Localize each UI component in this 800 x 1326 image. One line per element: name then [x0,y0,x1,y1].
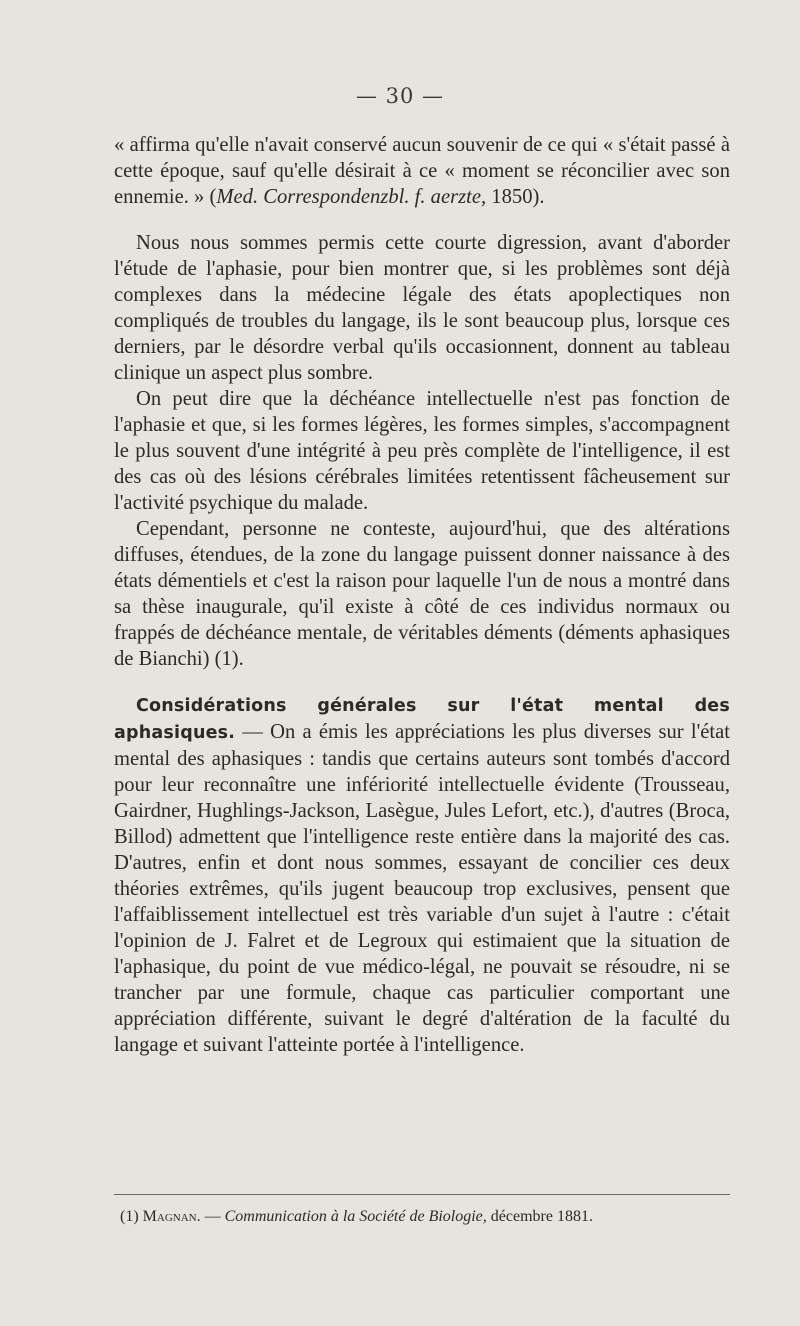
quote-paragraph [114,132,730,210]
footnote-author: Magnan. [142,1208,201,1225]
footnote-dash: — [200,1208,225,1225]
section-paragraph [114,692,730,1058]
section-heading: Considérations générales sur l'état mental des aphasiques. [114,696,730,743]
page-number: — 30 — [355,84,445,108]
quote-text: « affirma qu'elle n'avait conservé aucun souvenir de ce qui « s'était passé à cette époque, sauf qu'elle désirait à ce « moment se réconcilier avec son ennemie. » ( [114,134,730,208]
footnote-title: Communication à la Société de Biologie, [224,1208,487,1225]
footnote-marker: (1) [120,1208,143,1225]
section-text: — On a émis les appréciations les plus diverses sur l'état mental des aphasiques : tandis que certains auteurs sont tombés d'accord pour leur reconnaître une infériorité intellectuelle évidente (Trousseau, Gairdner, Hughlings-Jackson, Lasègue, Jules Lefort, etc.), d'autres (Broca, Billod) admettent que l'intelligence reste entière dans la majorité des cas. D'autres, enfin et dont nous sommes, essayant de concilier ces deux théories extrêmes, qu'ils jugent beaucoup trop exclusives, pensent que l'affaiblissement intellectuel est très variable d'un sujet à l'autre : c'était l'opinion de J. Falret et de Legroux qui estimaient que la situation de l'aphasique, du point de vue médico-légal, ne pouvait se résoudre, ni se trancher par une formule, chaque cas particulier comportant une appréciation différente, suivant le degré d'altération de la faculté du langage et suivant l'atteinte portée à l'intelligence. [114,721,730,1056]
paragraph-digression: Nous nous sommes permis cette courte digression, avant d'aborder l'étude de l'aphasie, pour bien montrer que, si les problèmes sont déjà complexes dans la médecine légale des états apoplectiques non compliqués de troubles du langage, ils le sont beaucoup plus, lorsque ces derniers, par le désordre verbal qu'ils occasionnent, donnent au tableau clinique un aspect plus sombre. [114,232,730,384]
quote-year: 1850). [486,186,545,208]
footnote [114,1206,736,1228]
quote-citation: Med. Correspondenzbl. f. aerzte, [216,186,487,208]
footnote-divider [114,1194,730,1195]
paragraph-alterations: Cependant, personne ne conteste, aujourd'hui, que des altérations diffuses, étendues, de la zone du langage puissent donner naissance à des états démentiels et c'est la raison pour laquelle l'un de nous a montré dans sa thèse inaugurale, qu'il existe à côté de ces individus normaux ou frappés de déchéance mentale, de véritables déments (déments aphasiques de Bianchi) (1). [114,518,730,670]
paragraph-decheance: On peut dire que la déchéance intellectuelle n'est pas fonction de l'aphasie et que, si les formes légères, les formes simples, s'accompagnent le plus souvent d'une intégrité à peu près complète de l'intelligence, il est des cas où des lésions cérébrales limitées retentissent fâcheusement sur l'activité psychique du malade. [114,388,730,514]
footnote-date: décembre 1881. [486,1208,593,1225]
body-text [114,132,730,1058]
